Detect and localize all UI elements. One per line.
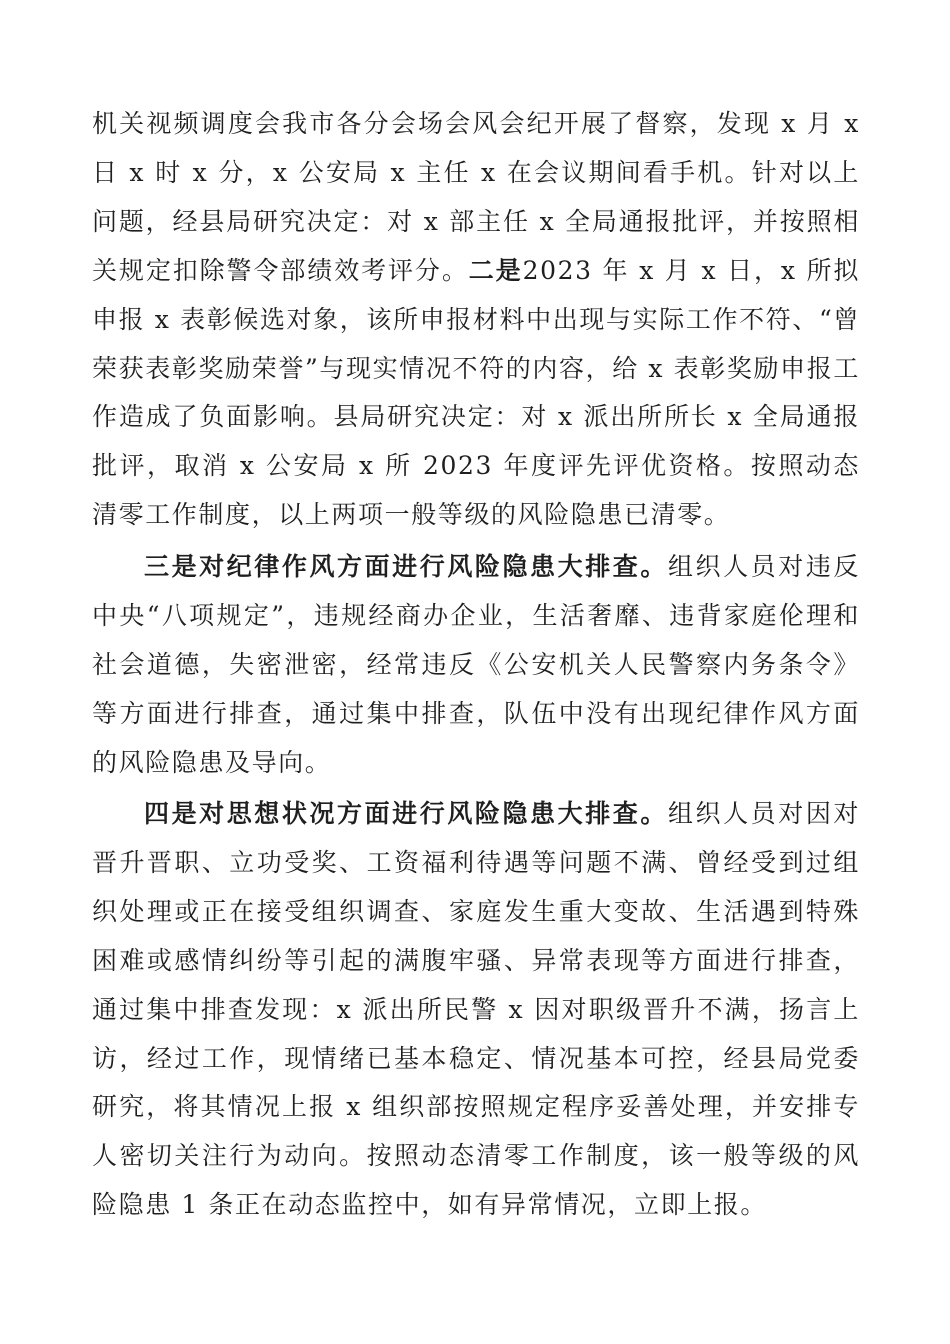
paragraph-1-text-before: 机关视频调度会我市各分会场会风会纪开展了督察，发现 x 月 x 日 x 时 x 分，x 公安局 x 主任 x 在会议期间看手机。针对以上问题，经县局研究决定：对 x 部主任 x 全局通报批评，并按照相关规定扣除警令部绩效考评分。 (92, 109, 860, 285)
paragraph-2-heading: 三是对纪律作风方面进行风险隐患大排查。 (144, 552, 668, 581)
paragraph-1 (92, 100, 860, 540)
paragraph-2-body: 组织人员对违反中央“八项规定”，违规经商办企业，生活奢靡、违背家庭伦理和社会道德，失密泄密，经常违反《公安机关人民警察内务条令》等方面进行排查，通过集中排查，队伍中没有出现纪律作风方面的风险隐患及导向。 (92, 552, 861, 777)
paragraph-3 (92, 790, 860, 1230)
paragraph-3-heading: 四是对思想状况方面进行风险隐患大排查。 (144, 799, 668, 828)
paragraph-2 (92, 543, 860, 788)
paragraph-3-body: 组织人员对因对晋升晋职、立功受奖、工资福利待遇等问题不满、曾经受到过组织处理或正在接受组织调查、家庭发生重大变故、生活遇到特殊困难或感情纠纷等引起的满腹牢骚、异常表现等方面进行排查，通过集中排查发现：x 派出所民警 x 因对职级晋升不满，扬言上访，经过工作，现情绪已基本稳定、情况基本可控，经县局党委研究，将其情况上报 x 组织部按照规定程序妥善处理，并安排专人密切关注行为动向。按照动态清零工作制度，该一般等级的风险隐患 1 条正在动态监控中，如有异常情况，立即上报。 (92, 799, 861, 1220)
paragraph-1-text-after: 2023 年 x 月 x 日，x 所拟申报 x 表彰候选对象，该所申报材料中出现与实际工作不符、“曾荣获表彰奖励荣誉”与现实情况不符的内容，给 x 表彰奖励申报工作造成了负面影响。县局研究决定：对 x 派出所所长 x 全局通报批评，取消 x 公安局 x 所 2023 年度评先评优资格。按照动态清零工作制度，以上两项一般等级的风险隐患已清零。 (92, 255, 860, 530)
paragraph-1-bold-marker: 二是 (468, 255, 523, 285)
